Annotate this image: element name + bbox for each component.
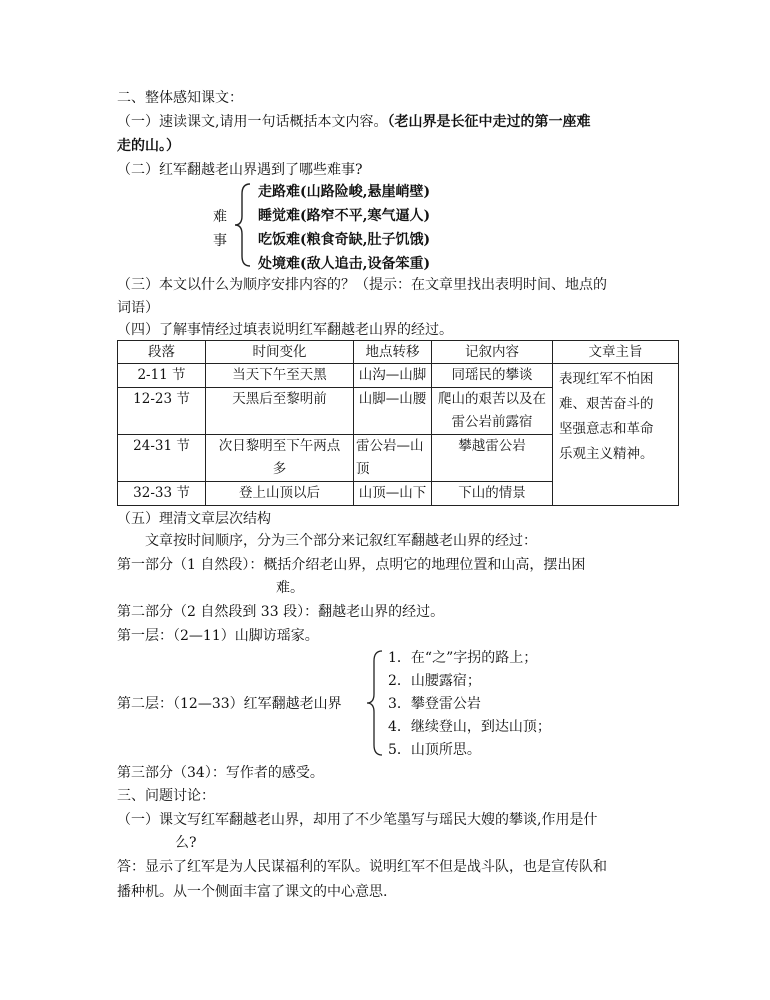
theme-line: 坚强意志和革命 [559,421,654,437]
cell-paragraph: 2-11 节 [118,364,206,388]
cell-time: 登上山顶以后 [206,482,354,506]
layer-2-item: 2．山腰露宿； [388,673,481,689]
cell-time-line: 次日黎明至下午两点 [218,438,341,454]
theme-line: 表现红军不怕困 [559,371,654,387]
header-paragraph: 段落 [118,341,206,364]
question-3: （三）本文以什么为顺序安排内容的？（提示：在文章里找出表明时间、地点的 [117,277,607,293]
cell-time [206,435,354,482]
cell-paragraph: 32-33 节 [118,482,206,506]
discussion-answer-cont: 播种机。从一个侧面丰富了课文的中心意思. [117,884,388,900]
cell-content-line: 爬山的艰苦以及在 [438,391,546,407]
cell-content: 攀越雷公岩 [432,435,553,482]
layer-2-item: 3．攀登雷公岩 [388,696,481,712]
header-theme: 文章主旨 [553,341,679,364]
part-2: 第二部分（2 自然段到 33 段）：翻越老山界的经过。 [117,604,445,620]
header-content: 记叙内容 [432,341,553,364]
difficulty-item: 处境难(敌人追击,设备笨重) [258,256,431,272]
layer-2-item: 5．山顶所思。 [388,742,481,758]
cell-place [354,435,432,482]
layer-2-item: 4．继续登山，到达山顶； [388,719,551,735]
question-1 [117,112,590,132]
question-1-answer: （老山界是长征中走过的第一座难 [387,114,591,130]
cell-paragraph: 24-31 节 [118,435,206,482]
cell-place: 山脚—山腰 [354,388,432,435]
part-1-cont: 难。 [276,580,304,596]
cell-place-line: 顶 [356,461,370,477]
table-header-row [118,341,679,364]
difficulty-item: 睡觉难(路窄不平,寒气逼人) [258,208,431,224]
header-time: 时间变化 [206,341,354,364]
header-place: 地点转移 [354,341,432,364]
discussion-question-cont: 么? [175,835,197,851]
layer-1: 第一层：（2—11）山脚访瑶家。 [117,628,319,644]
layer-2: 第二层：（12—33）红军翻越老山界 [117,696,342,712]
discussion-answer: 答：显示了红军是为人民谋福利的军队。说明红军不但是战斗队，也是宣传队和 [117,859,607,875]
cell-time-line: 多 [272,461,287,477]
curly-brace-icon [233,182,253,268]
theme-line: 难、艰苦奋斗的 [559,396,654,412]
structure-intro: 文章按时间顺序，分为三个部分来记叙红军翻越老山界的经过： [145,533,537,549]
question-5: （五）理清文章层次结构 [117,511,271,527]
part-1: 第一部分（1 自然段）：概括介绍老山界，点明它的地理位置和山高，摆出困 [117,557,586,573]
difficulty-item: 走路难(山路险峻,悬崖峭壁) [258,184,431,200]
cell-time: 当天下午至天黑 [206,364,354,388]
theme-line: 乐观主义精神。 [559,446,654,462]
cell-place-line: 雷公岩—山 [356,438,424,454]
cell-theme [553,364,679,506]
section2-title: 二、整体感知课文： [117,90,243,106]
cell-time: 天黑后至黎明前 [206,388,354,435]
table-row [118,364,679,388]
discussion-question: （一）课文写红军翻越老山界，却用了不少笔墨写与瑶民大嫂的攀谈,作用是什 [117,812,598,828]
cell-paragraph: 12-23 节 [118,388,206,435]
curly-brace-icon [365,647,385,759]
question-1-answer-cont: 走的山。） [117,138,180,154]
cell-place: 山沟—山脚 [354,364,432,388]
section3-title: 三、问题讨论： [117,788,215,804]
question-3-cont: 词语） [117,300,159,316]
difficulties-label-1: 难 [213,209,227,225]
cell-content [432,388,553,435]
question-1-label: （一）速读课文,请用一句话概括本文内容。 [117,114,388,130]
question-4: （四）了解事情经过填表说明红军翻越老山界的经过。 [117,322,453,338]
cell-place: 山顶—山下 [354,482,432,506]
question-2: （二）红军翻越老山界遇到了哪些难事? [117,162,363,178]
difficulty-item: 吃饭难(粮食奇缺,肚子饥饿) [258,232,431,248]
cell-content: 下山的情景 [432,482,553,506]
process-table [117,340,679,506]
part-3: 第三部分（34）：写作者的感受。 [117,765,324,781]
layer-2-item: 1．在“之”字拐的路上； [388,650,538,666]
cell-content: 同瑶民的攀谈 [432,364,553,388]
difficulties-label-2: 事 [213,233,227,249]
cell-content-line: 雷公岩前露宿 [451,414,533,430]
